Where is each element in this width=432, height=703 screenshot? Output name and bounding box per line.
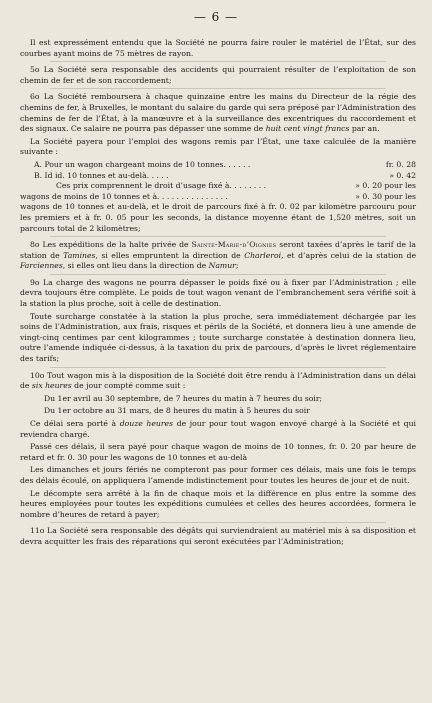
paragraph-10-extended: Ce délai sera porté à douze heures de jour pour tout wagon envoyé chargé à la Société et qui reviendra chargé.: [20, 419, 416, 439]
paragraph-10-monthly: Le décompte sera arrêté à la fin de chaque mois et la différence en plus entre la somme des heures employées pour toutes les expéditions cumulées et celles des heures accordées, formera le nombre d’heures de retard à payer;: [20, 488, 416, 519]
divider: [50, 61, 386, 62]
tariff-row-e: wagons de 10 tonnes et au-delà, et le droit de parcours fixé à fr. 0. 02 par kilomètre parcouru pour les premiers et à fr. 0. 05 pour les seconds, la distance moyenne étant de 1,520 mètres, soit un parcours total de 2 kilomètres;: [20, 202, 416, 233]
paragraph-10-summer: Du 1er avril au 30 septembre, de 7 heures du matin à 7 heures du soir;: [44, 393, 323, 403]
divider: [50, 367, 386, 368]
divider: [50, 522, 386, 523]
paragraph-6: 6o La Société remboursera à chaque quinzaine entre les mains du Directeur de la régie des chemins de fer, à Bruxelles, le montant du salaire du garde qui sera préposé par l’Administration des chemins de fer de l’État, à la manœuvre et à la surveillance des excentriques du raccordement et des signaux. Ce salaire ne pourra pas dépasser une somme de huit cent vingt francs par an.: [20, 92, 416, 134]
paragraph-11: 11o La Société sera responsable des dégâts qui surviendraient au matériel mis à sa disposition et devra acquitter les frais des réparations qui seront exécutées par l’Administration;: [20, 526, 416, 546]
tariff-row-d: wagons de moins de 10 tonnes et à. . . . . . . . . . . . . . . » 0. 30 pour les: [20, 191, 416, 201]
tariff-row-c: Ces prix comprennent le droit d’usage fixé à. . . . . . . . » 0. 20 pour les: [56, 181, 416, 191]
paragraph-10-penalty: Passé ces délais, il sera payé pour chaque wagon de moins de 10 tonnes, fr. 0. 20 par heure de retard et fr. 0. 30 pour les wagons de 10 tonnes et au-delà: [20, 442, 416, 462]
paragraph-8: 8o Les expéditions de la halte privée de Sainte-Marie-d’Oignies seront taxées d’après le tarif de la station de Tamines, si elles empruntent la direction de Charleroi, et d’après celui de la station de Farciennes, si elles ont lieu dans la direction de Namur;: [20, 240, 416, 271]
divider: [50, 88, 386, 89]
paragraph-9: 9o La charge des wagons ne pourra dépasser le poids fixé ou à fixer par l’Administration ; elle devra toujours être complète. Le poids de tout wagon venant de l’embranchement sera vérifié soit à la station la plus proche, soit à celle de destination.: [20, 277, 416, 309]
paragraph-curves: Il est expressément entendu que la Société ne pourra faire rouler le matériel de l’État, sur des courbes ayant moins de 75 mètres de rayon.: [20, 38, 416, 58]
tariff-row-a: A. Pour un wagon chargeant moins de 10 tonnes. . . . . . fr. 0. 28: [34, 159, 416, 169]
divider: [50, 274, 386, 275]
divider: [50, 236, 386, 237]
tariff-row-b: B. Id id. 10 tonnes et au-delà. . . . . » 0. 42: [34, 170, 416, 180]
document-body: [20, 38, 416, 550]
paragraph-10-winter: Du 1er octobre au 31 mars, de 8 heures du matin à 5 heures du soir: [44, 406, 310, 416]
page-number: — 6 —: [193, 10, 239, 24]
paragraph-10: 10o Tout wagon mis à la disposition de la Société doit être rendu à l’Administration dans un délai de six heures de jour compté comme suit :: [20, 370, 416, 391]
paragraph-10-sundays: Les dimanches et jours fériés ne compteront pas pour former ces délais, mais une fois le temps des délais écoulé, on appliquera l’amende indistinctement pour toutes les heures de jour et de nuit.: [20, 465, 416, 485]
paragraph-6-tax: La Société payera pour l’emploi des wagons remis par l’État, une taxe calculée de la manière suivante :: [20, 136, 416, 157]
paragraph-5: 5o La Société sera responsable des accidents qui pourraient résulter de l’exploitation de son chemin de fer et de son raccordement;: [20, 65, 416, 85]
paragraph-9-surcharge: Toute surcharge constatée à la station la plus proche, sera immédiatement déchargée par les soins de l’Administration, aux frais, risques et périls de la Société, et donnera lieu à une amende de vingt-cinq centimes par cent kilogrammes ; toute surcharge constatée à destination donnera lieu, outre l’amende indiquée ci-dessus, à la taxation du prix de parcours, d’après le livret réglementaire des tarifs;: [20, 311, 416, 364]
